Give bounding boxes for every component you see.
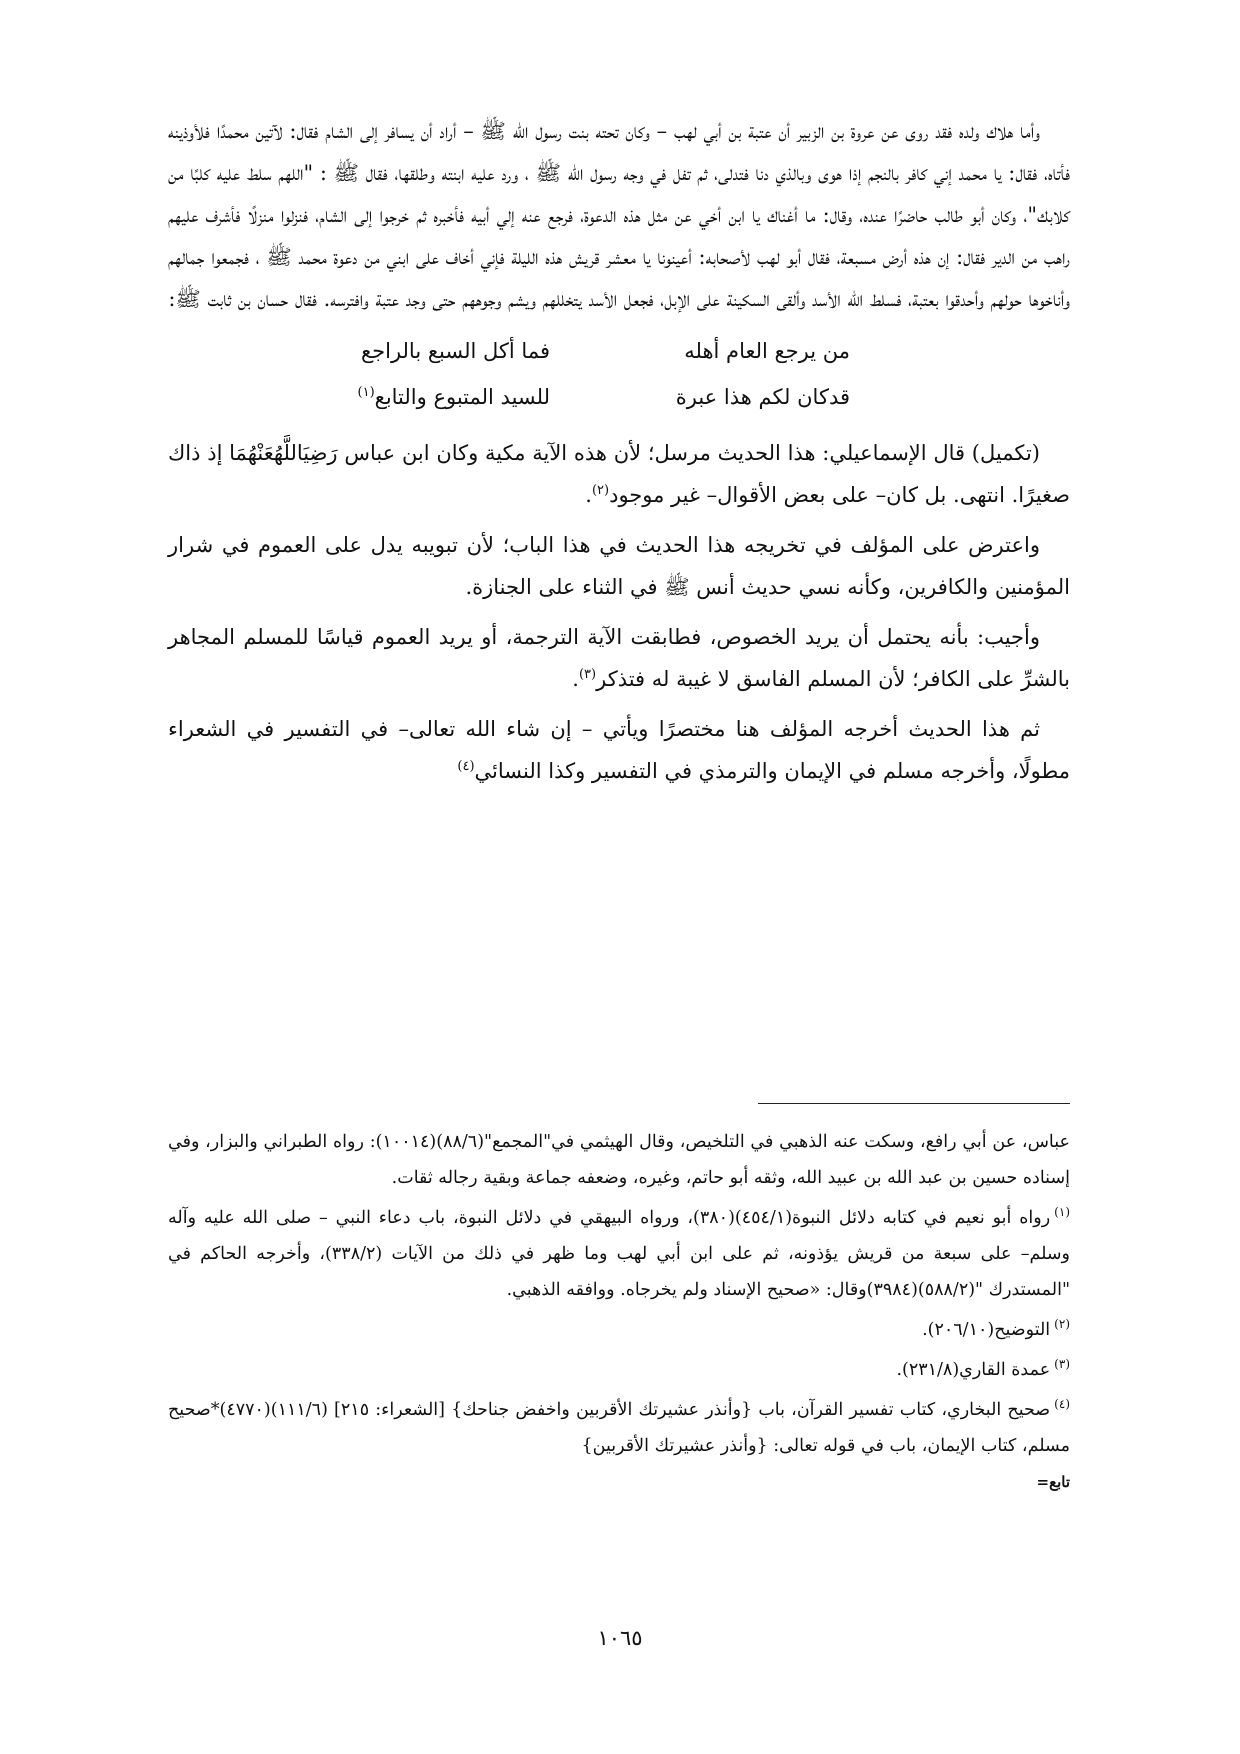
paragraph-takhrij — [168, 708, 1070, 792]
footnote-ref: (٢) — [591, 483, 610, 498]
paragraph-text: وأجيب: بأنه يحتمل أن يريد الخصوص، فطابقت الآية الترجمة، أو يريد العموم قياسًا للمسلم المجاهر بالشرِّ على الكافر؛ لأن المسلم الفاسق لا غيبة له فتذكر — [168, 625, 1070, 691]
footnote-text: رواه أبو نعيم في كتابه دلائل النبوة(٤٥٤/١)(٣٨٠)، ورواه البيهقي في دلائل النبوة، باب دعاء النبي – صلى الله عليه وآله وسلم– على سبعة من قريش يؤذونه، ثم على ابن أبي لهب وما ظهر في ذلك من الآيات (٣٣٨/٢)، وأخرجه الحاكم في "المستدرك "(٥٨٨/٢)(٣٩٨٤)وقال: «صحيح الإسناد ولم يخرجاه. ووافقه الذهبي. — [168, 1208, 1070, 1300]
footnote-4 — [168, 1392, 1070, 1464]
poem-verse — [168, 328, 850, 374]
paragraph-end: . — [572, 667, 579, 691]
poem-verse — [168, 374, 850, 420]
poem-verse-first-half: قدكان لكم هذا عبرة — [675, 385, 850, 409]
paragraph-hadith-story: وأما هلاك ولده فقد روى عن عروة بن الزبير أن عتبة بن أبي لهب – وكان تحته بنت رسول الله ﷺ – أراد أن يسافر إلى الشام فقال: لآتين محمدًا فلأوذينه فأتاه، فقال: يا محمد إني كافر بالنجم إذا هوى وبالذي دنا فتدلى، ثم تفل في وجه رسول الله ﷺ ، ورد عليه ابنته وطلقها، فقال ﷺ : "اللهم سلط عليه كلبًا من كلابك"، وكان أبو طالب حاضرًا عنده، وقال: ما أغناك يا ابن أخي عن مثل هذه الدعوة، فرجع عنه إلي أبيه فأخبره ثم خرجوا إلى الشام، فنزلوا منزلًا فأشرف عليهم راهب من الدير فقال: إن هذه أرض مسبعة، فقال أبو لهب لأصحابه: أعينونا يا معشر قريش هذه الليلة فإني أخاف على ابني من دعوة محمد ﷺ ، فجمعوا جمالهم وأناخوها حولهم وأحدقوا بعتبة، فسلط الله الأسد وألقى السكينة على الإبل، فجعل الأسد يتخللهم ويشم وجوههم حتى وجد عتبة وافترسه. فقال حسان بن ثابت ﷺ: — [168, 119, 1070, 311]
paragraph-answer — [168, 616, 1070, 700]
footnote-separator — [758, 1103, 1070, 1104]
footnote-text: صحيح البخاري، كتاب تفسير القرآن، باب {وأنذر عشيرتك الأقربين واخفض جناحك} [الشعراء: ٢١٥] (١١١/٦)(٤٧٧٠)*صحيح مسلم، كتاب الإيمان، باب في قوله تعالى: {وأنذر عشيرتك الأقربين} — [168, 1400, 1070, 1456]
paragraph-takmil — [168, 432, 1070, 516]
footnote-number: (١) — [1054, 1205, 1070, 1220]
footnote-carryover: عباس، عن أبي رافع، وسكت عنه الذهبي في التلخيص، وقال الهيثمي في"المجمع"(٨٨/٦)(١٠٠١٤): رواه الطبراني والبزار، وفي إسناده حسين بن عبد الله بن عبيد الله، وثقه أبو حاتم، وغيره، وضعفه جماعة وبقية رجاله ثقات. — [168, 1132, 1070, 1188]
footnote-text: عمدة القاري(٢٣١/٨). — [896, 1360, 1051, 1380]
footnote-number: (٤) — [1054, 1397, 1070, 1412]
poem-verse-second-half — [320, 374, 550, 420]
paragraph-text: (تكميل) قال الإسماعيلي: هذا الحديث مرسل؛ لأن هذه الآية مكية وكان ابن عباس رَضِيَاللَّهُعَنْهُمَا إذ ذاك صغيرًا. انتهى. بل كان– على بعض الأقوال– غير موجود — [168, 441, 1070, 507]
main-text — [168, 110, 1070, 800]
paragraph-end: . — [585, 483, 592, 507]
footnote-ref: (١) — [357, 385, 375, 400]
poem-verse-second-half: فما أكل السبع بالراجع — [360, 339, 550, 363]
poem — [168, 328, 1070, 420]
footnote-2 — [168, 1312, 1070, 1348]
paragraph-objection: واعترض على المؤلف في تخريجه هذا الحديث في هذا الباب؛ لأن تبويبه يدل على العموم في شرار المؤمنين والكافرين، وكأنه نسي حديث أنس ﷺ في الثناء على الجنازة. — [168, 533, 1070, 599]
footnote-number: (٣) — [1054, 1357, 1070, 1372]
paragraph-text: ثم هذا الحديث أخرجه المؤلف هنا مختصرًا ويأتي – إن شاء الله تعالى– في التفسير في الشعراء مطولًا، وأخرجه مسلم في الإيمان والترمذي في التفسير وكذا النسائي — [168, 717, 1070, 783]
footnote-text: التوضيح(٢٠٦/١٠). — [922, 1320, 1051, 1340]
footnote-number: (٢) — [1054, 1317, 1070, 1332]
footnote-3 — [168, 1352, 1070, 1388]
footnotes — [168, 1124, 1070, 1496]
continued-marker: تابع= — [1036, 1473, 1070, 1491]
footnote-1 — [168, 1200, 1070, 1308]
poem-verse-first-half: من يرجع العام أهله — [684, 339, 850, 363]
poem-verse-second-half-text: للسيد المتبوع والتابع — [374, 385, 550, 409]
page-number: ١٠٦٥ — [597, 1626, 643, 1650]
footnote-ref: (٤) — [457, 759, 475, 774]
footnote-ref: (٣) — [578, 667, 597, 682]
